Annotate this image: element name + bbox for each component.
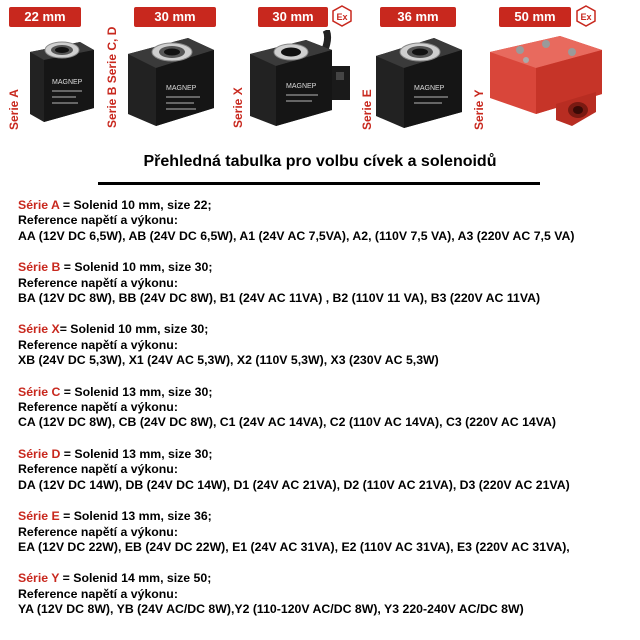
series-heading <box>18 198 634 213</box>
series-block-a <box>18 198 634 244</box>
series-codes: AA (12V DC 6,5W), AB (24V DC 6,5W), A1 (24V AC 7,5VA), A2, (110V 7,5 VA), A3 (220V AC 7,5 VA) <box>18 228 575 243</box>
coil-brand-a: MAGNEP <box>52 79 83 86</box>
series-ref-label: Reference napětí a výkonu: <box>18 462 178 477</box>
series-name: Série B <box>18 260 61 275</box>
series-block-b <box>18 260 634 306</box>
series-name: Série A <box>18 198 60 212</box>
series-desc: = Solenid 10 mm, size 30; <box>59 322 209 337</box>
coil-brand-b: MAGNEP <box>166 85 197 92</box>
series-list <box>18 198 634 634</box>
series-codes: BA (12V DC 8W), BB (24V DC 8W), B1 (24V AC 11VA) , B2 (110V 11 VA), B3 (220V AC 11VA) <box>18 291 541 306</box>
serie-label-y: Serie Y <box>472 89 486 130</box>
size-tag-e: 36 mm <box>380 7 456 27</box>
ex-mark-text-x: Ex <box>336 12 348 22</box>
size-tag-b: 30 mm <box>134 7 216 27</box>
series-desc: = Solenid 13 mm, size 36; <box>59 509 212 524</box>
series-ref-label: Reference napětí a výkonu: <box>18 524 178 539</box>
serie-label-e: Serie E <box>360 89 374 130</box>
series-codes: CA (12V DC 8W), CB (24V DC 8W), C1 (24V AC 14VA), C2 (110V AC 14VA), C3 (220V AC 14VA) <box>18 415 557 430</box>
series-name: Série X <box>18 322 60 337</box>
series-desc: = Solenid 13 mm, size 30; <box>60 384 213 399</box>
series-codes: XB (24V DC 5,3W), X1 (24V AC 5,3W), X2 (110V 5,3W), X3 (230V AC 5,3W) <box>18 353 439 368</box>
series-desc: = Solenid 14 mm, size 50; <box>59 571 212 586</box>
series-name: Série D <box>18 446 61 461</box>
coil-image-e <box>372 28 468 132</box>
series-block-y <box>18 571 634 617</box>
size-tag-x: 30 mm <box>258 7 328 27</box>
series-ref-label: Reference napětí a výkonu: <box>18 586 178 601</box>
series-name: Série E <box>18 509 60 524</box>
series-codes: DA (12V DC 14W), DB (24V DC 14W), D1 (24V AC 21VA), D2 (110V AC 21VA), D3 (220V AC 21VA) <box>18 477 570 492</box>
series-ref-label: Reference napětí a výkonu: <box>18 275 178 290</box>
table-title: Přehledná tabulka pro volbu cívek a solenoidů <box>143 153 497 170</box>
series-heading <box>18 571 634 586</box>
serie-label-b: Serie B Serie C, D <box>105 26 119 128</box>
series-codes: EA (12V DC 22W), EB (24V DC 22W), E1 (24V AC 31VA), E2 (110V AC 31VA), E3 (220V AC 31VA), <box>18 539 570 554</box>
series-name: Série C <box>18 384 61 399</box>
product-strip <box>0 0 640 140</box>
series-heading <box>18 509 634 524</box>
series-ref-label: Reference napětí a výkonu: <box>18 337 178 352</box>
title-underline <box>98 182 540 185</box>
coil-image-b <box>122 28 222 132</box>
size-tag-a: 22 mm <box>9 7 81 27</box>
series-block-d <box>18 447 634 493</box>
coil-brand-x: MAGNEP <box>286 83 317 90</box>
series-heading <box>18 447 634 462</box>
coil-image-y <box>486 30 612 134</box>
series-ref-label: Reference napětí a výkonu: <box>18 400 178 415</box>
series-desc: = Solenid 10 mm, size 30; <box>60 260 213 275</box>
ex-mark-text-y: Ex <box>580 12 592 22</box>
series-block-x <box>18 322 634 368</box>
coil-image-a <box>22 30 98 130</box>
coil-brand-e: MAGNEP <box>414 85 445 92</box>
serie-label-a: Serie A <box>7 89 21 130</box>
series-desc: = Solenid 10 mm, size 22; <box>59 198 212 212</box>
series-name: Série Y <box>18 571 60 586</box>
series-desc: = Solenid 13 mm, size 30; <box>60 446 213 461</box>
ex-hexagon-icon-y <box>575 5 597 27</box>
series-heading <box>18 385 634 400</box>
series-codes: YA (12V DC 8W), YB (24V AC/DC 8W),Y2 (110-120V AC/DC 8W), Y3 220-240V AC/DC 8W) <box>18 602 524 617</box>
series-block-c <box>18 385 634 431</box>
size-tag-y: 50 mm <box>499 7 571 27</box>
coil-image-x <box>246 30 358 130</box>
series-ref-label: Reference napětí a výkonu: <box>18 213 178 228</box>
ex-hexagon-icon-x <box>331 5 353 27</box>
series-heading <box>18 322 634 337</box>
series-block-e <box>18 509 634 555</box>
series-heading <box>18 260 634 275</box>
serie-label-x: Serie X <box>231 87 245 128</box>
